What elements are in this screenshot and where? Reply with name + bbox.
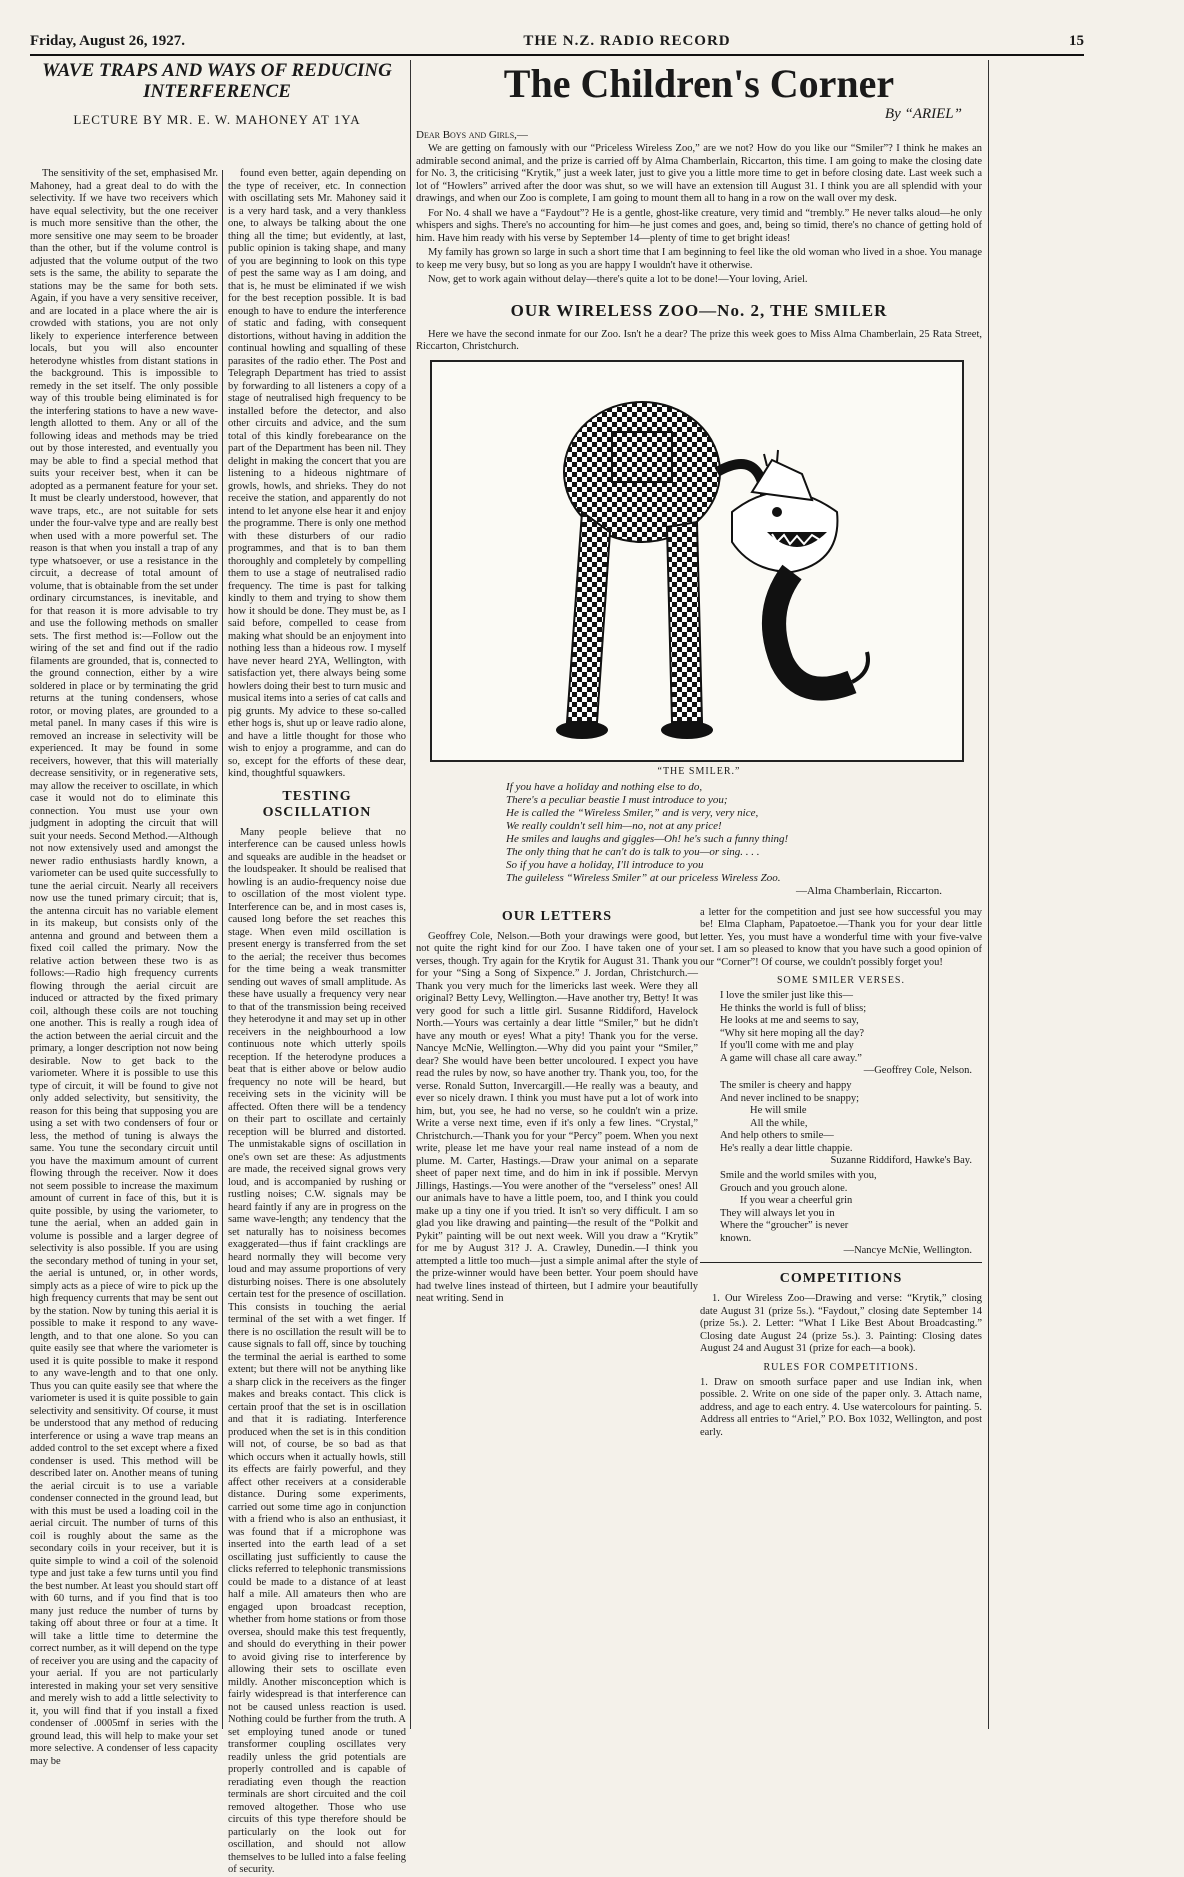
poem-line: He looks at me and seems to say, — [720, 1015, 859, 1026]
cc-para-1: We are getting on famously with our “Priceless Wireless Zoo,” are we not? How do you like our “Smiler”? I think he makes an admirable second animal, and the prize is carried off by Alma Chamberlain, Riccarton, this time. I am going to make the closing date for No. 3, the criticising “Krytik,” just a week later, just to give you a little more time to get in before closing date. Last week such a lot of “Howlers” arrived after the door was shut, so we will have an extension till August 31. I think you are all splendid with your drawings, and when our Zoo is complete, I am going to mount them all to hang in a row on the wall over my desk. — [416, 143, 982, 204]
poem-line: Where the “groucher” is never — [720, 1220, 849, 1231]
poem-line: The smiler is cheery and happy — [720, 1080, 852, 1091]
poem-line: Smile and the world smiles with you, — [720, 1170, 877, 1181]
poem-line: “Why sit here moping all the day? — [720, 1027, 865, 1039]
poem-line: And never inclined to be snappy; — [720, 1092, 860, 1104]
poem-credit: —Geoffrey Cole, Nelson. — [863, 1065, 972, 1076]
verse-line: So if you have a holiday, I'll introduce to you — [506, 858, 704, 871]
poem-line: He's really a dear little chappie. — [720, 1142, 853, 1154]
poem-credit: Suzanne Riddiford, Hawke's Bay. — [830, 1155, 972, 1166]
rules-body: 1. Draw on smooth surface paper and use Indian ink, when possible. 2. Write on one side of the paper only. 3. Attach name, address, and age to each entry. 4. Use watercolours for painting. 5. Address all entries to “Ariel,” P.O. Box 1032, Wellington, and post early. — [700, 1376, 982, 1438]
poem-line: They will always let you in — [720, 1207, 835, 1219]
page-number: 15 — [1069, 32, 1084, 49]
cc-para-3: My family has grown so large in such a short time that I am beginning to feel like the old woman who lived in a shoe. You manage to keep me very busy, but so long as you are happy I wouldn't have it otherwise. — [416, 247, 982, 271]
poem-credit: —Nancye McNie, Wellington. — [843, 1245, 972, 1256]
verse-line: If you have a holiday and nothing else to do, — [506, 780, 703, 793]
smiler-illustration — [430, 360, 964, 762]
issue-date: Friday, August 26, 1927. — [30, 32, 186, 49]
smiler-verses-heading: SOME SMILER VERSES. — [776, 975, 905, 986]
salutation: Dear Boys and Girls,— — [416, 129, 528, 141]
article-body-1: The sensitivity of the set, emphasised Mr. Mahoney, had a great deal to do with the selectivity. If we have two receivers which have equal selectivity, but the one receiver is much more sensitive than the other, the more sensitive one may seem to be broader than the other, but if the volume control is adjusted that the volume output of the two sets is the same, the ability to separate the stations may be the same for both sets. Again, if you have a very sensitive receiver, and are located in a place where the air is crowded with stations, you are not only likely to experience interference between locals, but you will also encounter heterodyne whistles from distant stations in the background. This is impossible to remedy in the set itself. The only possible way of this trouble being eliminated is for the interfering stations to have a new wave-length allotted to them. Any or all of the following ideas and methods may be tried out by those interested, and eventually you may be able to find a special method that suits your receiver best, when it can be adopted as a permanent feature for your set. It must be clearly understood, however, that wave traps, etc., are not suitable for sets under the four-valve type and are really best when used with a more powerful set. The reason is that when you install a trap of any type whatsoever, or use a resistance in the circuit, a decrease of total amount of volume, that is obtainable from the set under ordinary circumstances, is inevitable, and for that reason it is more advisable to try and use the following methods on smaller sets. The first method is:—Follow out the wiring of the set and find out if the radio filaments are grounded, that is, connected to the ground connection, either by a wire soldered in place or by terminating the grid returns at the tuning condensers, whose rotor, or moving plates, are grounded to a metal panel. In many cases if this wire is removed an increase in selectivity will be experienced. It may be found in some receivers, however, that this will materially decrease sensitivity, or in regenerative sets, may allow the receiver to oscillate, in which case it would not do to eliminate this connection. You must use your own judgment in adopting the circuit that will suit your needs. Second Method.—Although not now extensively used and amongst the newer radio enthusiasts hardly known, a variometer can be used quite successfully to tune the aerial circuit. Nearly all receivers now use the tuned primary circuit; that is, the antenna circuit has no variable element in its makeup, but consists only of the antenna and ground and between them a fixed coil called the primary. Now the relative action between these two is as follows:—Radio high frequency currents flowing through the aerial circuit are induced or attracted by the fixed primary coil, although these coils are not touching one another. This is really a rough idea of the action between the aerial circuit and the primary, a longer description not now being desirable. Now to get back to the variometer. Where it is possible to use this type of circuit, it will be found to give not only added selectivity, but sensitivity, the reason for this being that supposing you are using a set with two condensers of four or less, the method of tuning is always the same. You tune the secondary circuit until you have the maximum amount of current flowing through the receiver. Now it does not seem possible to increase the maximum amount of current in face of this, but it is quite possible, by using the variometer, to tune the aerial, when an added gain in volume is possible and a larger degree of selectivity is also possible. If you are using the secondary method of tuning in your set, the aerial is untuned, or, in other words, simply acts as a piece of wire to pick up the high frequency currents that may be sent out by the station. Now by tuning this aerial it is possible to make it respond to any wave-length, and to that one alone. So you can quite easily see that where the variometer is used it is quite possible to make it respond to any wave-length and to that one only. Thus you can quite easily see that where the variometer is used it is quite possible to gain selectivity and sensitivity. Of course, it must be understood that any method of reducing interference or using a wave trap means an added control to the set except where a fixed condenser is used. This method will be described later on. Another means of tuning the aerial circuit is to use a variable condenser connected in the ground lead, but with this must be used a loading coil in the aerial circuit. The number of turns of this coil is roughly about the same as the secondary coils in your receiver, but it is quite simple to wind a coil of the solenoid type and just take a few turns until you find the best number. At least you should start off with 60 turns, and if you find that is too many just reduce the number of turns by taking off about three or four at a time. It will take a little time to determine the correct number, as it will depend on the type of receiver you are using and the capacity of your aerial. If you are not particularly interested in making your set very sensitive and merely wish to add a little selectivity to it, you will find that if you install a fixed condenser of .0005mf in series with the ground lead, this will help to make your set more selective. A condenser of less capacity may be — [30, 168, 218, 1767]
col-divider-2 — [410, 60, 411, 1729]
zoo-intro: Here we have the second inmate for our Zoo. Isn't he a dear? The prize this week goes to Miss Alma Chamberlain, 25 Rata Street, Riccarton, Christchurch. — [416, 328, 982, 352]
poem-line: All the while, — [750, 1117, 808, 1129]
smiler-verse-3 — [700, 1170, 982, 1245]
publication-title: THE N.Z. RADIO RECORD — [523, 32, 731, 49]
verse-line: We really couldn't sell him—no, not at any price! — [506, 819, 722, 832]
col-divider-1 — [222, 170, 223, 1729]
smiler-drawing — [432, 362, 962, 760]
letters-and-competitions — [416, 901, 982, 1442]
competitions-body: 1. Our Wireless Zoo—Drawing and verse: “Krytik,” closing date August 31 (prize 5s.). “Faydout,” closing date September 14 (prize 5s.). 2. Letter: “What I Like Best About Broadcasting.” Closing date August 24 (prize 5s.). 3. Painting: Closing dates August 24 and August 31 (prize for each—a book). — [700, 1293, 982, 1354]
poem-line: If you wear a cheerful grin — [740, 1195, 853, 1206]
article-body-2: found even better, again depending on the type of receiver, etc. In connection with oscillating sets Mr. Mahoney said it is a very hard task, and a very thankless one, to always be talking about the one thing all the time; but evidently, at last, public opinion is taking shape, and many of you are beginning to look on this type of pest the same way as I am doing, and that is, he must be eliminated if we wish for the best reception possible. It is bad enough to have to endure the interference of static and fading, with consequent distortions, without having in addition the continual howling and squalling of these parasites of the radio ether. The Post and Telegraph Department has tried to assist by forwarding to all listeners a copy of a stage of neutralised high frequency to be installed before the detector, and also other circuits and advice, and the sum total of this kindly forebearance on the part of the Department has been nil. They delight in making the concert that you are listening to a hideous nightmare of growls, howls, and shrieks. They do not receive the station, and apparently do not intend to let anyone else hear it and enjoy the programme. There is only one method with these disturbers of our radio programmes, and that is to ban them thoroughly and completely by compelling them to use a stage of neutralised radio frequency. The time is past for talking kindly to them and trying to show them how it should be done. They must be, as I said before, compelled to cease from making what should be an enjoyment into nothing less than a hideous row. I myself have never heard 2YA, Wellington, with satisfaction yet, there always being some howlers doing their best to turn music and musical items into a series of cat calls and pig grunts. My advice to these so-called ether hogs is, shut up or leave radio alone, and have a little thought for those who wish to enjoy a programme, and can do so, except for the efforts of these dear, kind, thoughtful squawkers. — [228, 168, 406, 779]
testing-heading: TESTING OSCILLATION — [262, 788, 372, 820]
poem-line: He thinks the world is full of bliss; — [720, 1002, 867, 1014]
poem-line: If you'll come with me and play — [720, 1040, 854, 1051]
letters-heading: OUR LETTERS — [501, 908, 613, 924]
unused-50 — [994, 60, 1084, 1729]
article-body-3: Many people believe that no interference can be caused unless howls and squeaks are audible in the headset or the loudspeaker. It should be realised that howling is an audio-frequency noise due to oscillation of the most violent type. Interference can be, and in most cases is, caused long before the set reaches this stage. When even mild oscillation is present energy is transferred from the set to the aerial; the receiver thus becomes for the time being a weak transmitter sending out waves of small amplitude. As these have usually a frequency very near to that of the transmission being received they heterodyne it and may set up in other receivers in the neighbourhood a low continuous note which utterly spoils reception. If the heterodyne produces a beat that is either above or below audio frequency no note will be heard, but receiving sets in the vicinity will be affected. Often there will be a tendency on their part to oscillate and certainly reception will be blurred and distorted. The unmistakable signs of oscillation in one's own set are these: As adjustments are made, the received signal grows very loud, and is accompanied by rushing or rustling noises; C.W. signals may be heard faintly if any are in progress on the same wave-length; any tendency that the set naturally has to noisiness becomes exaggerated—thus if faint cracklings are heard normally they will become very loud and may assume proportions of very disturbing noises. There is one absolutely certain test for the presence of oscillation. This consists in touching the aerial terminal of the set with a wet finger. If there is no oscillation the result will be to cause signals to fall off, since by touching the terminal the aerial is earthed to some extent; but there will not be anything like a sharp click in the receivers as the finger makes and breaks contact. This click is certain proof that the set is in oscillation and that it is radiating. Interference produced when the set is in this condition will not, of course, be so bad as that which occurs when it actually howls, still its effects are fairly powerful, and they affect other receivers at a considerable distance. During some experiments, carried out some time ago in conjunction with a friend who is also an enthusiast, it was found that if a microphone was inserted into the earth lead of a set oscillating just sufficiently to cause the clicks referred to telephonic transmissions could be made to a distance of at least half a mile. All amateurs then who are engaged upon broadcast reception, whether from home stations or from those oversea, should make this test frequently, and should do everything in their power to avoid giving rise to interference by allowing their sets to oscillate even mildly. Another misconception which is fairly widespread is that interference can not be caused unless reaction is used. Nothing could be further from the truth. A set employing tuned anode or tuned transformer coupling oscillates very readily unless the grid potentials are properly controlled and is capable of reradiating even though the reaction terminals are short circuited and the coil removed altogether. Those who use circuits of this type therefore should be particularly on the look out for oscillation, and should not allow themselves to be lulled into a false feeling of security. — [228, 826, 406, 1875]
verse-line: He smiles and laughs and giggles—Oh! he's such a funny thing! — [506, 832, 789, 845]
poem-line: A game will chase all care away.” — [720, 1052, 862, 1064]
letters-body: Geoffrey Cole, Nelson.—Both your drawings were good, but not quite the right kind for our Zoo. I have taken one of your verses, though. Try again for the Krytik for August 31. Thank you for your “Sing a Song of Sixpence.” J. Jordan, Christchurch.—Thank you very much for the limericks last week. Were they all original? Betty Levy, Wellington.—Have another try, Betty! It was very good for such a little girl. Susanne Riddiford, Havelock North.—Yours was certainly a dear little “Smiler,” but he didn't have any mouth or eyes! What a pity! Thank you for the verse. Nancye McNie, Wellington.—Why did you paint your “Smiler,” dear? She would have been better uncoloured. I expect you have read the rules by now, so have another try. Thank you, too, for the verse. Ronald Sutton, Invercargill.—He really was a beauty, and ever so nicely drawn. I think you must have put a lot of work into him, but, you see, he had no verse, so he couldn't win a prize. Write a verse next time, even if it's only a few lines. “Crystal,” Christchurch.—Thank you for your “Percy” poem. When you next write, please let me have your real name instead of a nom de plume. M. Carter, Hastings.—Draw your animal on a separate sheet of paper next time, and do him in ink if possible. Mervyn Jillings, Hastings.—You were another of the “verseless” ones! All our animals have to have a little poem, too, and I think you could make up a tiny one if you tried. It isn't so very difficult. I am so glad you like drawing and painting—the result of the “Polkit and Pykit” painting will be out next week. Will you draw a “Krytik” for me by August 31? J. A. Crawley, Dunedin.—I think you attempted a little too much—just a simple animal after the style of the prize-winner would have been better. Your poem should have had twelve lines instead of thirteen, but I admire your beautifully neat writing. Send in — [416, 930, 698, 1304]
cc-para-2: For No. 4 shall we have a “Faydout”? He is a gentle, ghost-like creature, very timid and “trembly.” He never talks aloud—he only whispers and sighs. There's no accounting for him—he just comes and goes, and, being so timid, there's no chance of getting hold of him. Have him ready with his verse by September 14—plenty of time to get bright ideas! — [416, 207, 982, 244]
article-headline: WAVE TRAPS AND WAYS OF REDUCING INTERFERENCE — [42, 60, 392, 102]
article-subhead: LECTURE BY MR. E. W. MAHONEY AT 1YA — [73, 112, 361, 127]
verse-credit: —Alma Chamberlain, Riccarton. — [795, 884, 942, 897]
competitions-column — [700, 901, 982, 1442]
masthead — [30, 30, 1084, 52]
divider — [700, 1262, 982, 1263]
competitions-heading: COMPETITIONS — [779, 1271, 903, 1286]
letters-column — [416, 901, 698, 1442]
smiler-verse-2 — [700, 1080, 982, 1155]
verse-line: The guileless “Wireless Smiler” at our priceless Wireless Zoo. — [506, 871, 781, 884]
verse-line: He is called the “Wireless Smiler,” and is very, very nice, — [506, 806, 759, 819]
childrens-corner-title: The Children's Corner — [503, 61, 895, 106]
childrens-corner — [416, 60, 982, 1729]
poem-line: I love the smiler just like this— — [720, 990, 853, 1001]
poem-line: He will smile — [750, 1105, 807, 1116]
poem-line: And help others to smile— — [720, 1130, 834, 1141]
verse-line: There's a peculiar beastie I must introduce to you; — [506, 793, 728, 806]
smiler-verse — [416, 781, 982, 885]
byline: By “ARIEL” — [884, 106, 962, 122]
verse-line: The only thing that he can't do is talk to you—or sing. . . . — [506, 845, 760, 858]
zoo-heading: OUR WIRELESS ZOO—No. 2, THE SMILER — [510, 300, 888, 320]
poem-line: Grouch and you grouch alone. — [720, 1182, 848, 1194]
article-col-2 — [228, 168, 406, 1875]
illustration-caption: “THE SMILER.” — [657, 765, 741, 777]
smiler-verse-1 — [700, 990, 982, 1065]
masthead-rule — [30, 54, 1084, 56]
col-divider-3 — [988, 60, 989, 1729]
cc-para-4: Now, get to work again without delay—there's quite a lot to be done!—Your loving, Ariel. — [428, 274, 808, 285]
poem-line: known. — [720, 1232, 752, 1244]
letters-body-cont: a letter for the competition and just see how successful you may be! Elma Clapham, Papatoetoe.—Thank you for your dear little letter. Yes, you must have a wonderful time with your five-valve set. I am so pleased to know that you have such a good opinion of our “Corner”! Of course, we couldn't possibly forget you! — [700, 906, 982, 968]
rules-heading: RULES FOR COMPETITIONS. — [763, 1361, 919, 1373]
